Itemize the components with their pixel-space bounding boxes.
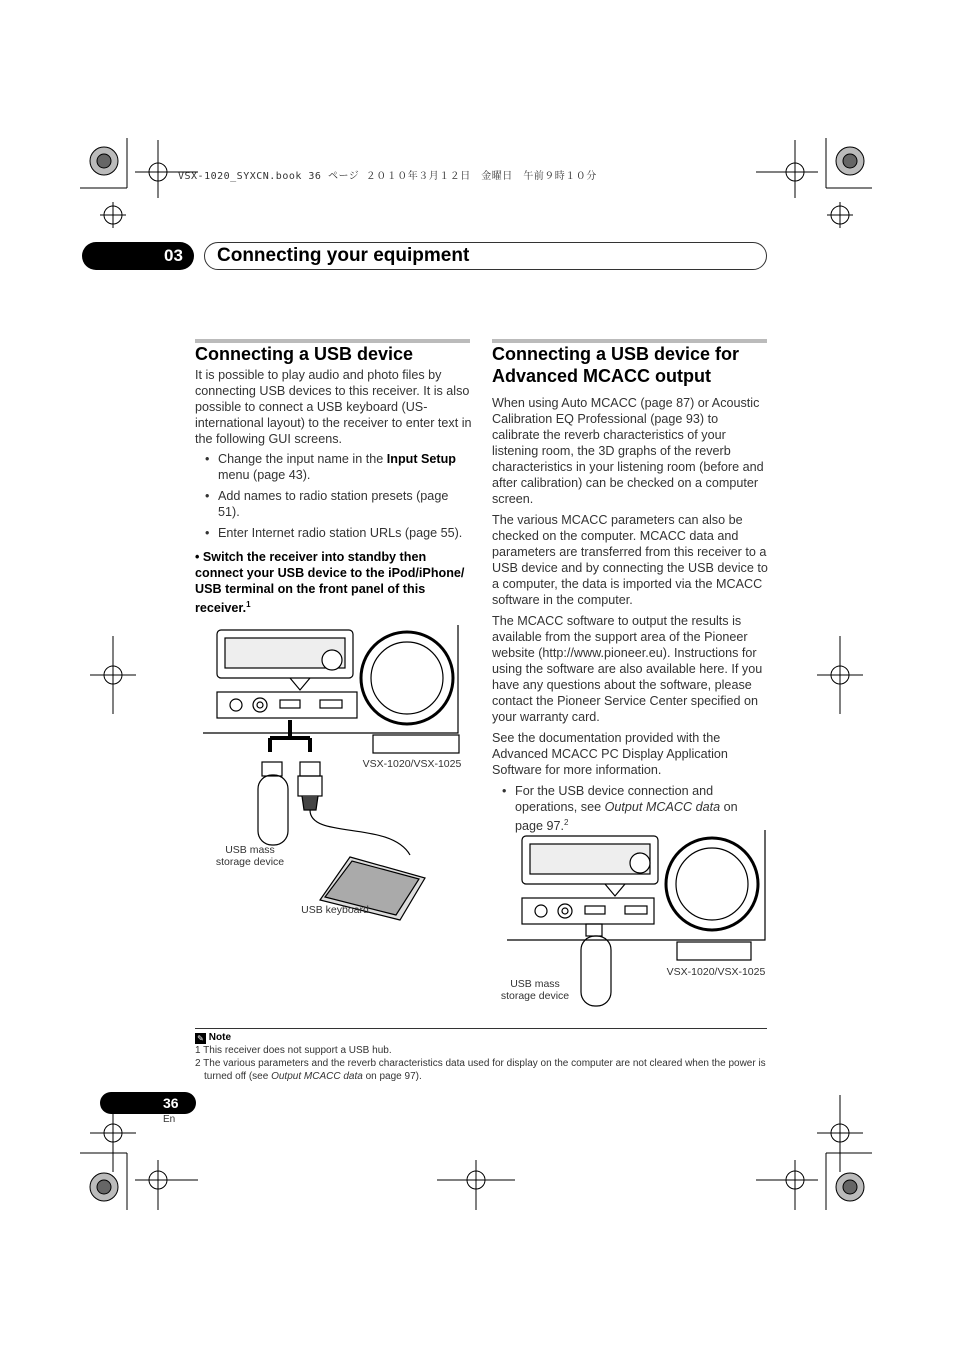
left-column: [195, 343, 473, 616]
footnotes: [195, 1028, 767, 1083]
list-item: • Add names to radio station presets (page 51).: [195, 488, 473, 520]
gui-screen-list: [195, 451, 473, 541]
page-number: 36: [100, 1092, 196, 1114]
list-item: • Change the input name in the Input Setup menu (page 43).: [195, 451, 473, 483]
instruction-step: • Switch the receiver into standby then connect your USB device to the iPod/iPhone/ USB terminal on the front panel of this receiver.$^1$: [195, 550, 465, 616]
mass-storage-caption: USB mass storage device: [215, 844, 285, 868]
section-heading: Connecting a USB device for Advanced MCACC output: [492, 344, 740, 386]
footnote-1: 1 This receiver does not support a USB hub.: [195, 1045, 392, 1056]
intro-paragraph: It is possible to play audio and photo files by connecting USB devices to this receiver. It is also possible to connect a USB keyboard (US-international layout) to the receiver to enter text in the following GUI screens.: [195, 368, 472, 446]
paragraph: The MCACC software to output the results is available from the support area of the Pioneer website (http://www.pioneer.eu). Instructions for using the software are also available here. If you have any questions about the software, please contact the Pioneer Service Center specified on your warranty card.: [492, 614, 763, 724]
usb-info-list: [492, 783, 769, 834]
model-caption: VSX-1020/VSX-1025: [362, 758, 462, 770]
section-heading: Connecting a USB device: [195, 344, 414, 364]
paragraph: See the documentation provided with the Advanced MCACC PC Display Application Software for more information.: [492, 731, 728, 777]
print-info: VSX-1020_SYXCN.book 36 ページ ２０１０年３月１２日 金曜日 午前９時１０分: [178, 171, 597, 182]
usb-connection-diagram: [200, 620, 470, 930]
note-heading: ✎ Note: [195, 1031, 767, 1044]
footnote-2: 2 The various parameters and the reverb characteristics data used for display on the computer are not cleared when the power is turned off (see Output MCACC data on page 97).: [195, 1058, 766, 1082]
paragraph: When using Auto MCACC (page 87) or Acoustic Calibration EQ Professional (page 93) to calibrate the reverb characteristics of your listening room, the 3D graphs of the reverb characteristics in your listening room (before and after calibration) can be checked on a computer screen.: [492, 396, 764, 506]
model-caption: VSX-1020/VSX-1025: [666, 966, 766, 978]
keyboard-caption: USB keyboard: [301, 904, 369, 916]
chapter-number: 03: [82, 242, 194, 270]
chapter-title: Connecting your equipment: [204, 242, 767, 270]
list-item: • For the USB device connection and operations, see Output MCACC data on page 97.$^2$: [492, 783, 769, 834]
note-icon: ✎: [195, 1033, 206, 1044]
paragraph: The various MCACC parameters can also be checked on the computer. MCACC data and parameters are transferred from this receiver to a USB device and by connecting the USB device to a computer, the data is imported via the MCACC software in the computer.: [492, 513, 768, 607]
right-column: [492, 343, 769, 839]
mass-storage-caption: USB mass storage device: [500, 978, 570, 1002]
list-item: • Enter Internet radio station URLs (page 55).: [195, 525, 473, 541]
language-code: En: [163, 1114, 176, 1125]
